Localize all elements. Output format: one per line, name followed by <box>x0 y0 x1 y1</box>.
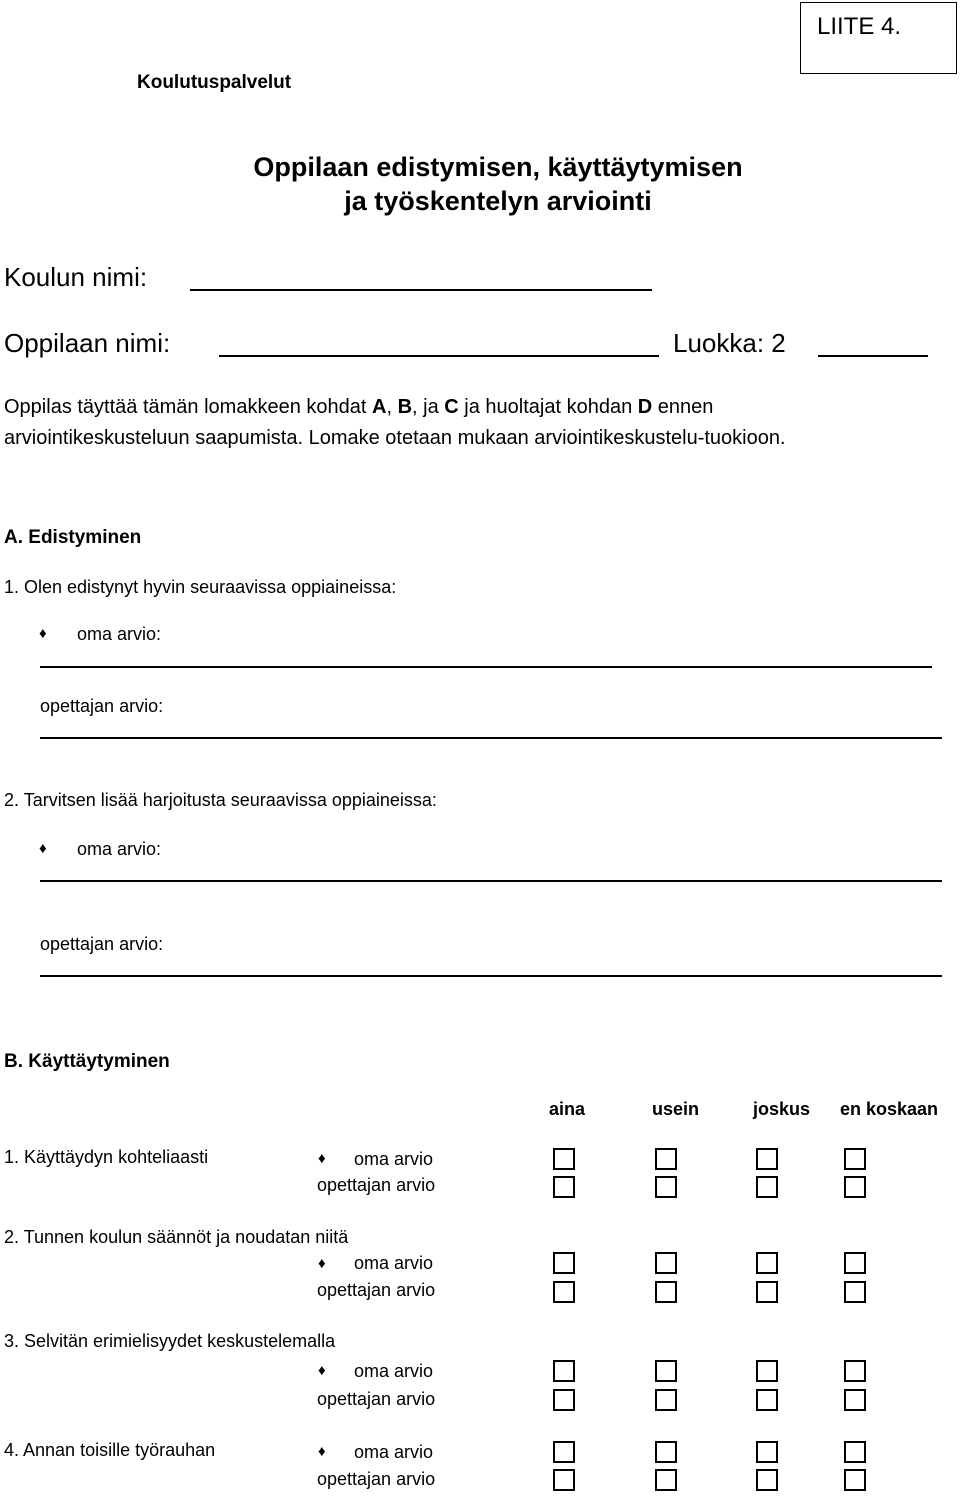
question-a1: 1. Olen edistynyt hyvin seuraavissa oppiaineissa: <box>4 577 397 597</box>
checkbox-4-self-never[interactable] <box>844 1441 866 1463</box>
checkbox-1-teacher-often[interactable] <box>655 1176 677 1198</box>
checkbox-3-teacher-often[interactable] <box>655 1389 677 1411</box>
checkbox-1-teacher-sometimes[interactable] <box>756 1176 778 1198</box>
page-title-line-2: ja työskentelyn arviointi <box>344 186 652 216</box>
checkbox-3-self-always[interactable] <box>553 1360 575 1382</box>
checkbox-4-teacher-never[interactable] <box>844 1469 866 1491</box>
attachment-label-box <box>800 2 957 74</box>
checkbox-4-self-always[interactable] <box>553 1441 575 1463</box>
column-header-sometimes: joskus <box>753 1099 811 1119</box>
checkbox-1-teacher-always[interactable] <box>553 1176 575 1198</box>
checkbox-1-self-sometimes[interactable] <box>756 1148 778 1170</box>
self-rating-label: oma arvio <box>354 1361 434 1381</box>
teacher-rating-label: opettajan arvio <box>317 1175 436 1195</box>
checkbox-1-self-often[interactable] <box>655 1148 677 1170</box>
section-a-title: A. Edistyminen <box>4 527 142 548</box>
question-a2: 2. Tarvitsen lisää harjoitusta seuraavissa oppiaineissa: <box>4 790 437 810</box>
checkbox-3-teacher-always[interactable] <box>553 1389 575 1411</box>
school-name-field[interactable] <box>190 289 652 291</box>
checkbox-2-self-often[interactable] <box>655 1252 677 1274</box>
self-rating-label: oma arvio <box>354 1442 434 1462</box>
diamond-bullet-icon: ♦ <box>318 1443 326 1460</box>
department-name: Koulutuspalvelut <box>137 72 292 93</box>
checkbox-2-teacher-often[interactable] <box>655 1281 677 1303</box>
column-header-often: usein <box>652 1099 700 1119</box>
school-name-label: Koulun nimi: <box>4 262 148 292</box>
class-field[interactable] <box>818 355 928 357</box>
checkbox-4-teacher-often[interactable] <box>655 1469 677 1491</box>
teacher-rating-label: opettajan arvio <box>317 1469 436 1489</box>
self-assessment-line[interactable] <box>40 880 942 882</box>
self-assessment-label: oma arvio: <box>77 839 162 859</box>
teacher-rating-label: opettajan arvio <box>317 1280 436 1300</box>
checkbox-4-teacher-sometimes[interactable] <box>756 1469 778 1491</box>
checkbox-2-self-sometimes[interactable] <box>756 1252 778 1274</box>
student-name-label: Oppilaan nimi: <box>4 328 171 358</box>
checkbox-4-teacher-always[interactable] <box>553 1469 575 1491</box>
checkbox-2-teacher-sometimes[interactable] <box>756 1281 778 1303</box>
diamond-bullet-icon: ♦ <box>318 1362 326 1379</box>
behavior-item-4: 4. Annan toisille työrauhan <box>4 1440 216 1460</box>
teacher-assessment-label: opettajan arvio: <box>40 934 164 954</box>
checkbox-2-teacher-never[interactable] <box>844 1281 866 1303</box>
column-header-always: aina <box>549 1099 586 1119</box>
teacher-assessment-line[interactable] <box>40 975 942 977</box>
self-assessment-label: oma arvio: <box>77 624 162 644</box>
diamond-bullet-icon: ♦ <box>39 625 47 642</box>
instructions: Oppilas täyttää tämän lomakkeen kohdat A, B, ja C ja huoltajat kohdan D ennen arviointikeskusteluun saapumista. Lomake otetaan mukaan arviointikeskustelu-tuokioon. <box>4 396 786 449</box>
teacher-rating-label: opettajan arvio <box>317 1389 436 1409</box>
diamond-bullet-icon: ♦ <box>318 1150 326 1167</box>
attachment-label: LIITE 4. <box>817 13 902 40</box>
checkbox-1-self-never[interactable] <box>844 1148 866 1170</box>
checkbox-3-self-often[interactable] <box>655 1360 677 1382</box>
checkbox-3-self-sometimes[interactable] <box>756 1360 778 1382</box>
checkbox-2-teacher-always[interactable] <box>553 1281 575 1303</box>
student-name-field[interactable] <box>219 355 659 357</box>
diamond-bullet-icon: ♦ <box>39 840 47 857</box>
section-b-title: B. Käyttäytyminen <box>4 1051 170 1072</box>
checkbox-1-teacher-never[interactable] <box>844 1176 866 1198</box>
behavior-item-2: 2. Tunnen koulun säännöt ja noudatan niitä <box>4 1227 349 1247</box>
checkbox-3-teacher-never[interactable] <box>844 1389 866 1411</box>
teacher-assessment-label: opettajan arvio: <box>40 696 164 716</box>
column-header-never: en koskaan <box>840 1099 939 1119</box>
class-label: Luokka: 2 <box>673 328 786 358</box>
checkbox-1-self-always[interactable] <box>553 1148 575 1170</box>
self-rating-label: oma arvio <box>354 1253 434 1273</box>
checkbox-4-self-often[interactable] <box>655 1441 677 1463</box>
self-assessment-line[interactable] <box>40 666 932 668</box>
checkbox-3-teacher-sometimes[interactable] <box>756 1389 778 1411</box>
diamond-bullet-icon: ♦ <box>318 1255 326 1272</box>
teacher-assessment-line[interactable] <box>40 737 942 739</box>
checkbox-4-self-sometimes[interactable] <box>756 1441 778 1463</box>
page-title-line-1: Oppilaan edistymisen, käyttäytymisen <box>253 152 743 182</box>
checkbox-2-self-always[interactable] <box>553 1252 575 1274</box>
behavior-item-1: 1. Käyttäydyn kohteliaasti <box>4 1147 209 1167</box>
behavior-item-3: 3. Selvitän erimielisyydet keskustelemalla <box>4 1331 336 1351</box>
checkbox-2-self-never[interactable] <box>844 1252 866 1274</box>
self-rating-label: oma arvio <box>354 1149 434 1169</box>
checkbox-3-self-never[interactable] <box>844 1360 866 1382</box>
